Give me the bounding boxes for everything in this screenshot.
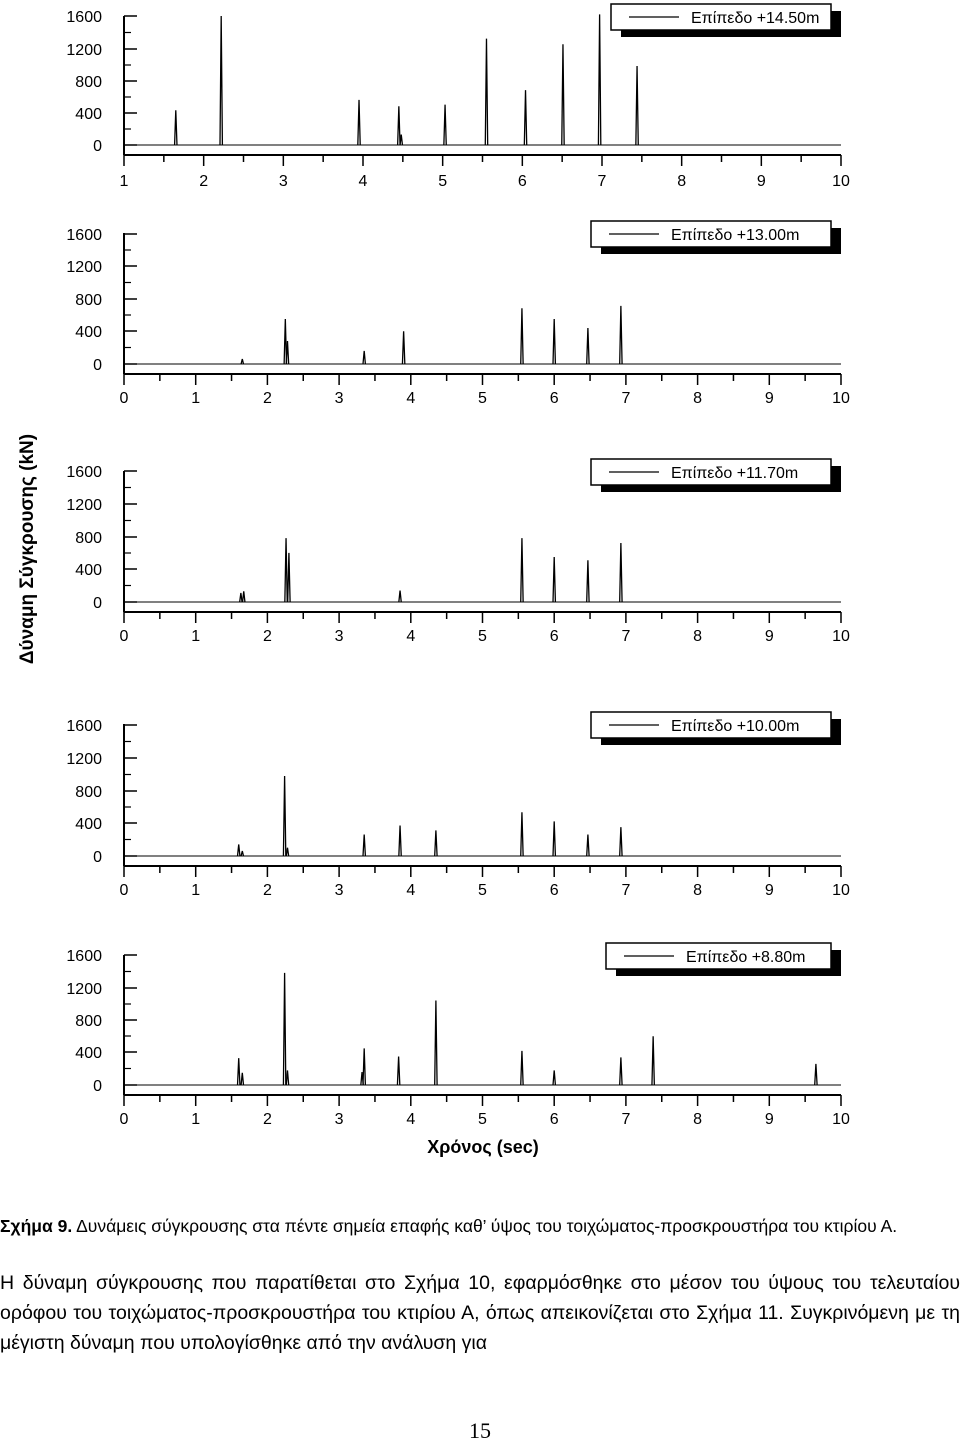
impact-peak (524, 90, 526, 145)
x-tick-label: 2 (262, 390, 272, 407)
impact-peak (652, 1036, 654, 1085)
impact-peak (397, 1057, 399, 1085)
y-tick-label: 1200 (66, 497, 102, 514)
impact-peak (286, 1070, 288, 1085)
x-tick-label: 1 (191, 390, 201, 407)
caption-label: Σχήμα 9. (0, 1216, 73, 1236)
x-tick-label: 9 (756, 173, 766, 190)
impact-peak (220, 16, 222, 145)
y-tick-label: 0 (93, 1078, 102, 1095)
y-tick-label: 800 (75, 784, 102, 801)
y-tick-label: 1600 (66, 718, 102, 735)
y-tick-label: 1200 (66, 751, 102, 768)
impact-peak (358, 100, 360, 145)
y-tick-label: 1600 (66, 227, 102, 244)
impact-peak (620, 306, 622, 364)
impact-peak (620, 1057, 622, 1085)
x-tick-label: 7 (597, 173, 607, 190)
plot-panel-5 (66, 943, 850, 1128)
impact-peak (444, 105, 446, 145)
plot-panel-2 (66, 221, 850, 407)
impact-peak (562, 44, 564, 145)
impact-peak (521, 1051, 523, 1085)
impact-peak (283, 973, 285, 1085)
impact-peak (521, 812, 523, 856)
x-tick-label: 10 (832, 390, 850, 407)
impact-peak (402, 331, 404, 364)
impact-peak (398, 106, 400, 145)
y-axis-label: Δύναμη Σύγκρουσης (kN) (17, 433, 38, 665)
impact-peak (241, 359, 243, 364)
y-tick-label: 0 (93, 595, 102, 612)
impact-peak (587, 835, 589, 856)
impact-peak (815, 1064, 817, 1085)
legend-label: Επίπεδο +13.00m (671, 227, 800, 244)
x-tick-label: 2 (262, 1111, 272, 1128)
impact-peak (238, 844, 240, 856)
x-tick-label: 7 (621, 882, 631, 899)
x-tick-label: 5 (478, 1111, 487, 1128)
x-tick-label: 0 (119, 1111, 129, 1128)
x-tick-label: 3 (334, 628, 344, 645)
x-tick-label: 0 (119, 628, 129, 645)
x-tick-label: 6 (549, 1111, 559, 1128)
y-tick-label: 1200 (66, 42, 102, 59)
y-tick-label: 0 (93, 849, 102, 866)
x-tick-label: 8 (693, 390, 703, 407)
y-tick-label: 1600 (66, 948, 102, 965)
body-paragraph: Η δύναμη σύγκρουσης που παρατίθεται στο Σχήμα 10, εφαρμόσθηκε στο μέσον του ύψους του τελευταίου ορόφου του τοιχώματος-προσκρουστήρα του κτιρίου Α, όπως απεικονίζεται στο Σχήμα 11. Συγκρινόμενη με τη μέγιστη δύναμη που υπολογίσθηκε από την ανάλυση για (0, 1272, 960, 1354)
x-tick-label: 2 (262, 882, 272, 899)
impact-peak (363, 835, 365, 856)
impact-peak (288, 553, 290, 602)
x-tick-label: 8 (693, 628, 703, 645)
x-axis-label: Χρόνος (sec) (427, 1137, 539, 1157)
x-tick-label: 6 (549, 882, 559, 899)
x-tick-label: 7 (621, 390, 631, 407)
impact-peak (286, 848, 288, 856)
impact-peak (240, 593, 242, 602)
impact-peak (238, 1058, 240, 1085)
x-tick-label: 1 (191, 628, 201, 645)
impact-peak (363, 351, 365, 364)
impact-peak (485, 39, 487, 145)
x-tick-label: 8 (693, 1111, 703, 1128)
plot-panel-1 (66, 4, 850, 190)
legend-label: Επίπεδο +10.00m (671, 718, 800, 735)
figure-caption (0, 1215, 960, 1238)
x-tick-label: 7 (621, 628, 631, 645)
y-tick-label: 800 (75, 74, 102, 91)
x-tick-label: 3 (334, 882, 344, 899)
impact-peak (587, 328, 589, 364)
impact-peak (283, 776, 285, 856)
y-tick-label: 800 (75, 530, 102, 547)
x-tick-label: 3 (334, 1111, 344, 1128)
x-tick-label: 6 (549, 390, 559, 407)
impact-peak (587, 560, 589, 602)
y-tick-label: 400 (75, 1045, 102, 1062)
x-tick-label: 1 (191, 1111, 201, 1128)
x-tick-label: 0 (119, 882, 129, 899)
x-tick-label: 9 (764, 628, 774, 645)
x-tick-label: 3 (278, 173, 288, 190)
x-tick-label: 9 (764, 1111, 774, 1128)
x-tick-label: 5 (478, 628, 487, 645)
x-tick-label: 10 (832, 1111, 850, 1128)
x-tick-label: 1 (191, 882, 201, 899)
y-tick-label: 0 (93, 357, 102, 374)
y-tick-label: 800 (75, 292, 102, 309)
x-tick-label: 8 (693, 882, 703, 899)
x-tick-label: 6 (549, 628, 559, 645)
impact-peak (399, 825, 401, 856)
impact-peak (435, 830, 437, 856)
impact-peak (553, 319, 555, 364)
page-number: 15 (469, 1418, 491, 1443)
x-tick-label: 3 (334, 390, 344, 407)
legend-label: Επίπεδο +14.50m (691, 10, 820, 27)
x-tick-label: 4 (358, 173, 368, 190)
y-tick-label: 1600 (66, 464, 102, 481)
impact-peak (241, 851, 243, 856)
x-tick-label: 5 (478, 882, 487, 899)
plot-panel-4 (66, 712, 850, 899)
impact-peak (175, 110, 177, 145)
x-tick-label: 8 (677, 173, 687, 190)
impact-peak (243, 591, 245, 602)
x-tick-label: 4 (406, 628, 416, 645)
caption-text: Δυνάμεις σύγκρουσης στα πέντε σημεία επαφής καθ’ ύψος του τοιχώματος-προσκρουστήρα του κτιρίου Α. (72, 1216, 898, 1236)
impact-peak (521, 308, 523, 364)
y-tick-label: 0 (93, 138, 102, 155)
y-tick-label: 1600 (66, 9, 102, 26)
x-tick-label: 9 (764, 882, 774, 899)
x-tick-label: 4 (406, 882, 416, 899)
y-tick-label: 400 (75, 106, 102, 123)
x-tick-label: 10 (832, 882, 850, 899)
impact-peak (620, 543, 622, 602)
plot-panel-3 (66, 459, 850, 645)
x-tick-label: 4 (406, 1111, 416, 1128)
impact-peak (553, 1070, 555, 1085)
impact-peak (285, 538, 287, 602)
y-tick-label: 1200 (66, 981, 102, 998)
impact-peak (521, 538, 523, 602)
impact-peak (620, 827, 622, 856)
impact-peak (553, 557, 555, 602)
y-tick-label: 800 (75, 1013, 102, 1030)
y-tick-label: 400 (75, 816, 102, 833)
x-tick-label: 1 (119, 173, 129, 190)
y-tick-label: 400 (75, 562, 102, 579)
x-tick-label: 5 (438, 173, 448, 190)
x-tick-label: 10 (832, 173, 850, 190)
legend-label: Επίπεδο +11.70m (671, 465, 799, 482)
x-tick-label: 2 (262, 628, 272, 645)
y-tick-label: 400 (75, 324, 102, 341)
x-tick-label: 5 (478, 390, 487, 407)
x-tick-label: 9 (764, 390, 774, 407)
x-tick-label: 4 (406, 390, 416, 407)
legend-label: Επίπεδο +8.80m (686, 949, 806, 966)
x-tick-label: 2 (199, 173, 209, 190)
impact-peak (363, 1048, 365, 1085)
impact-peak (553, 821, 555, 856)
x-tick-label: 7 (621, 1111, 631, 1128)
x-tick-label: 10 (832, 628, 850, 645)
impact-peak (598, 14, 600, 145)
y-tick-label: 1200 (66, 259, 102, 276)
x-tick-label: 6 (517, 173, 527, 190)
impact-peak (399, 591, 401, 602)
impact-peak (435, 1001, 437, 1086)
x-tick-label: 0 (119, 390, 129, 407)
impact-peak (241, 1073, 243, 1085)
impact-peak (636, 66, 638, 145)
